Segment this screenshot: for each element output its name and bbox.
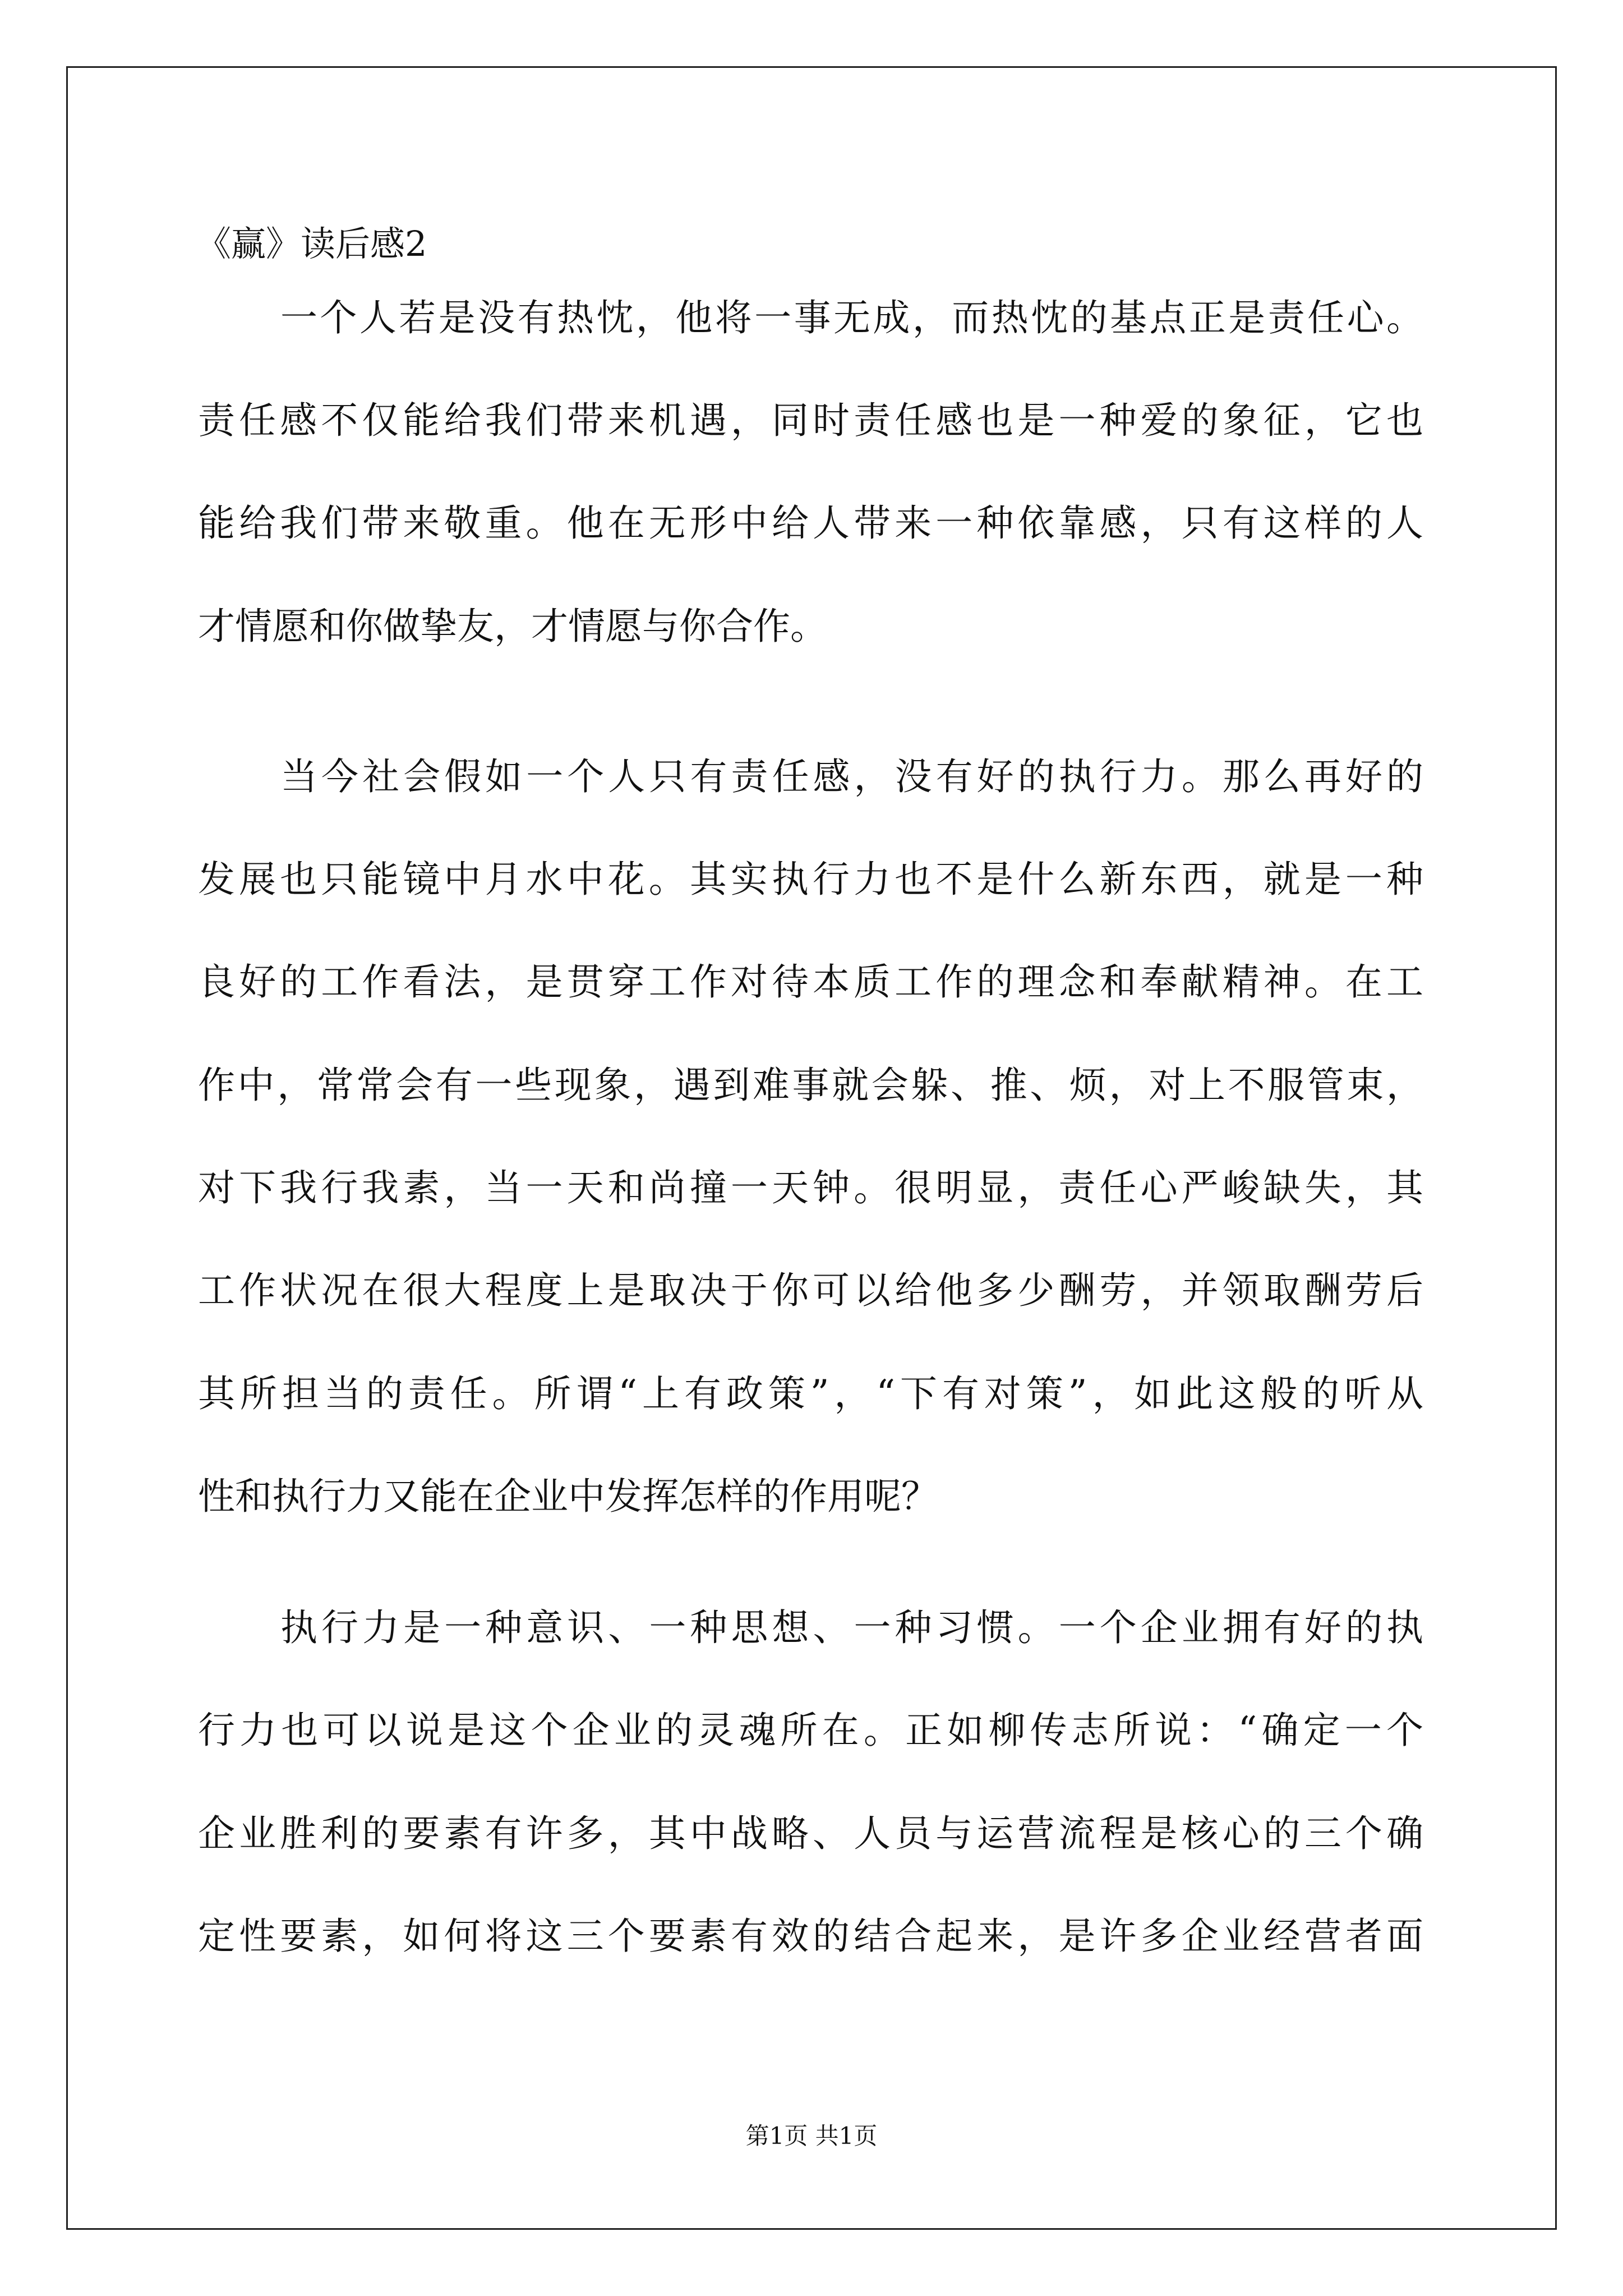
document-title: 《赢》读后感2 bbox=[196, 223, 427, 264]
paragraph-1-line-1: 一个人若是没有热忱，他将一事无成，而热忱的基点正是责任心。 bbox=[280, 296, 1423, 339]
paragraph-2-line-2: 发展也只能镜中月水中花。其实执行力也不是什么新东西，就是一种 bbox=[198, 858, 1423, 901]
paragraph-2-line-4: 作中，常常会有一些现象，遇到难事就会躲、推、烦，对上不服管束， bbox=[198, 1064, 1423, 1107]
page-footer: 第1页 共1页 bbox=[745, 2122, 878, 2150]
page-border bbox=[66, 66, 1557, 2230]
paragraph-3-line-2: 行力也可以说是这个企业的灵魂所在。正如柳传志所说：“确定一个 bbox=[198, 1709, 1423, 1752]
paragraph-2-line-3: 良好的工作看法，是贯穿工作对待本质工作的理念和奉献精神。在工 bbox=[198, 960, 1423, 1004]
paragraph-3-line-4: 定性要素，如何将这三个要素有效的结合起来，是许多企业经营者面 bbox=[198, 1915, 1423, 1958]
paragraph-2-line-8: 性和执行力又能在企业中发挥怎样的作用呢？ bbox=[198, 1475, 938, 1518]
paragraph-1-line-2: 责任感不仅能给我们带来机遇，同时责任感也是一种爱的象征，它也 bbox=[198, 399, 1423, 442]
paragraph-3-line-1: 执行力是一种意识、一种思想、一种习惯。一个企业拥有好的执 bbox=[280, 1606, 1423, 1649]
paragraph-3-line-3: 企业胜利的要素有许多，其中战略、人员与运营流程是核心的三个确 bbox=[198, 1812, 1423, 1855]
paragraph-2-line-1: 当今社会假如一个人只有责任感，没有好的执行力。那么再好的 bbox=[280, 755, 1423, 798]
paragraph-1-line-4: 才情愿和你做挚友，才情愿与你合作。 bbox=[198, 605, 827, 648]
paragraph-2-line-7: 其所担当的责任。所谓“上有政策”，“下有对策”，如此这般的听从 bbox=[198, 1372, 1423, 1415]
paragraph-1-line-3: 能给我们带来敬重。他在无形中给人带来一种依靠感，只有这样的人 bbox=[198, 501, 1423, 545]
paragraph-2-line-6: 工作状况在很大程度上是取决于你可以给他多少酬劳，并领取酬劳后 bbox=[198, 1269, 1423, 1312]
paragraph-2-line-5: 对下我行我素，当一天和尚撞一天钟。很明显，责任心严峻缺失，其 bbox=[198, 1166, 1423, 1209]
